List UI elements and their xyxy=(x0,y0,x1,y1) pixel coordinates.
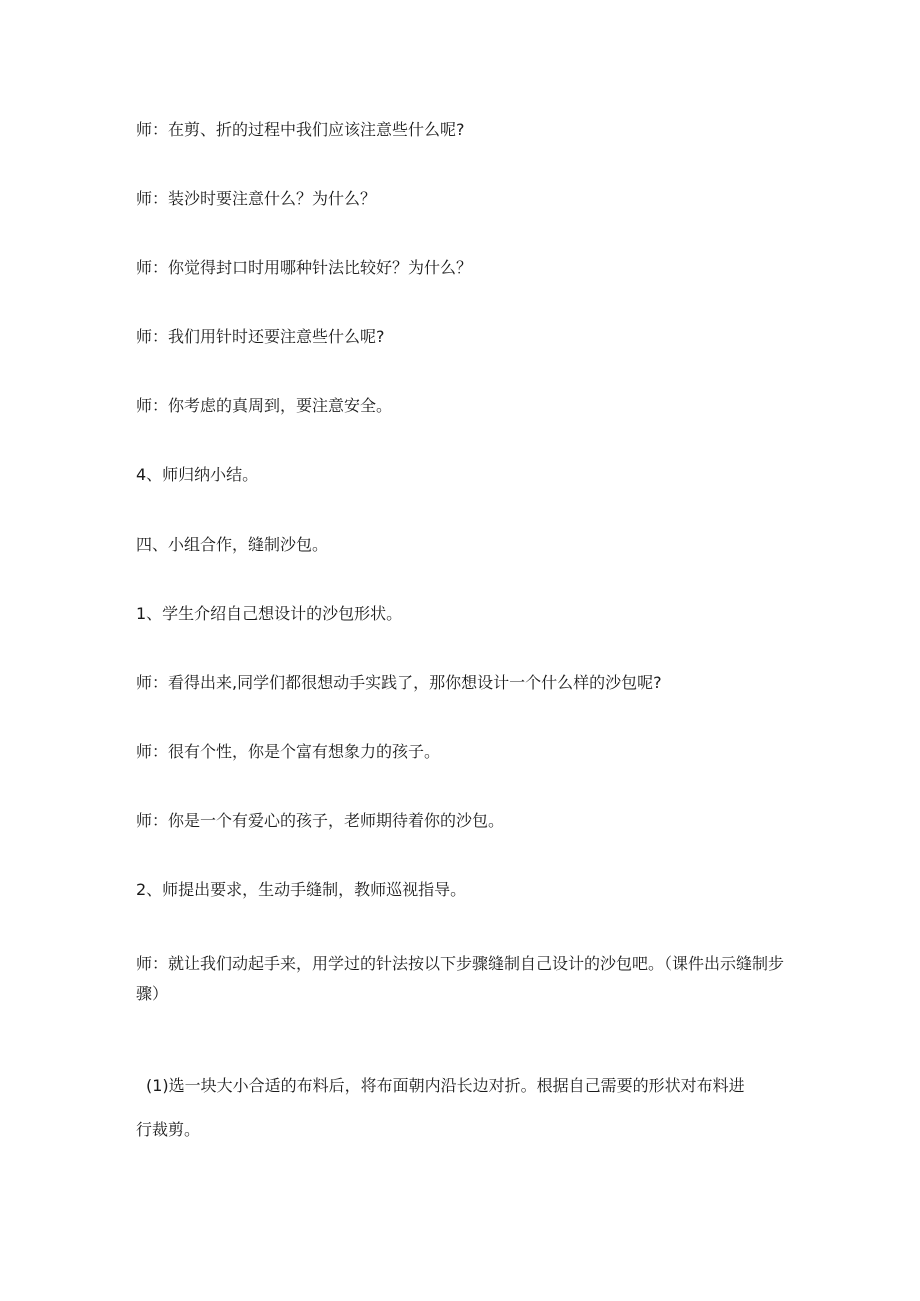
paragraph: 师：你考虑的真周到，要注意安全。 xyxy=(136,396,393,415)
section-step-heading: 1、学生介绍自己想设计的沙包形状。 xyxy=(136,604,403,623)
paragraph: 师：你是一个有爱心的孩子，老师期待着你的沙包。 xyxy=(136,811,505,830)
paragraph: 师：装沙时要注意什么？为什么？ xyxy=(136,189,377,208)
paragraph: 师：看得出来,同学们都很想动手实践了，那你想设计一个什么样的沙包呢? xyxy=(136,673,662,692)
step-line: (1)选一块大小合适的布料后，将布面朝内沿长边对折。根据自己需要的形状对布料进 xyxy=(146,1076,745,1095)
section-step-heading: 4、师归纳小结。 xyxy=(136,465,259,484)
paragraph: 师：就让我们动起手来，用学过的针法按以下步骤缝制自己设计的沙包吧。（课件出示缝制步骤） xyxy=(136,954,785,1003)
paragraph: 师：很有个性，你是个富有想象力的孩子。 xyxy=(136,742,441,761)
step-line: 行裁剪。 xyxy=(136,1120,201,1139)
paragraph: 师：在剪、折的过程中我们应该注意些什么呢? xyxy=(136,120,465,139)
paragraph: 师：我们用针时还要注意些什么呢? xyxy=(136,327,385,346)
section-heading: 四、小组合作，缝制沙包。 xyxy=(136,535,329,554)
paragraph: 师：你觉得封口时用哪种针法比较好？为什么？ xyxy=(136,258,473,277)
section-step-heading: 2、师提出要求，生动手缝制，教师巡视指导。 xyxy=(136,880,467,899)
step-paragraph xyxy=(136,1064,786,1152)
